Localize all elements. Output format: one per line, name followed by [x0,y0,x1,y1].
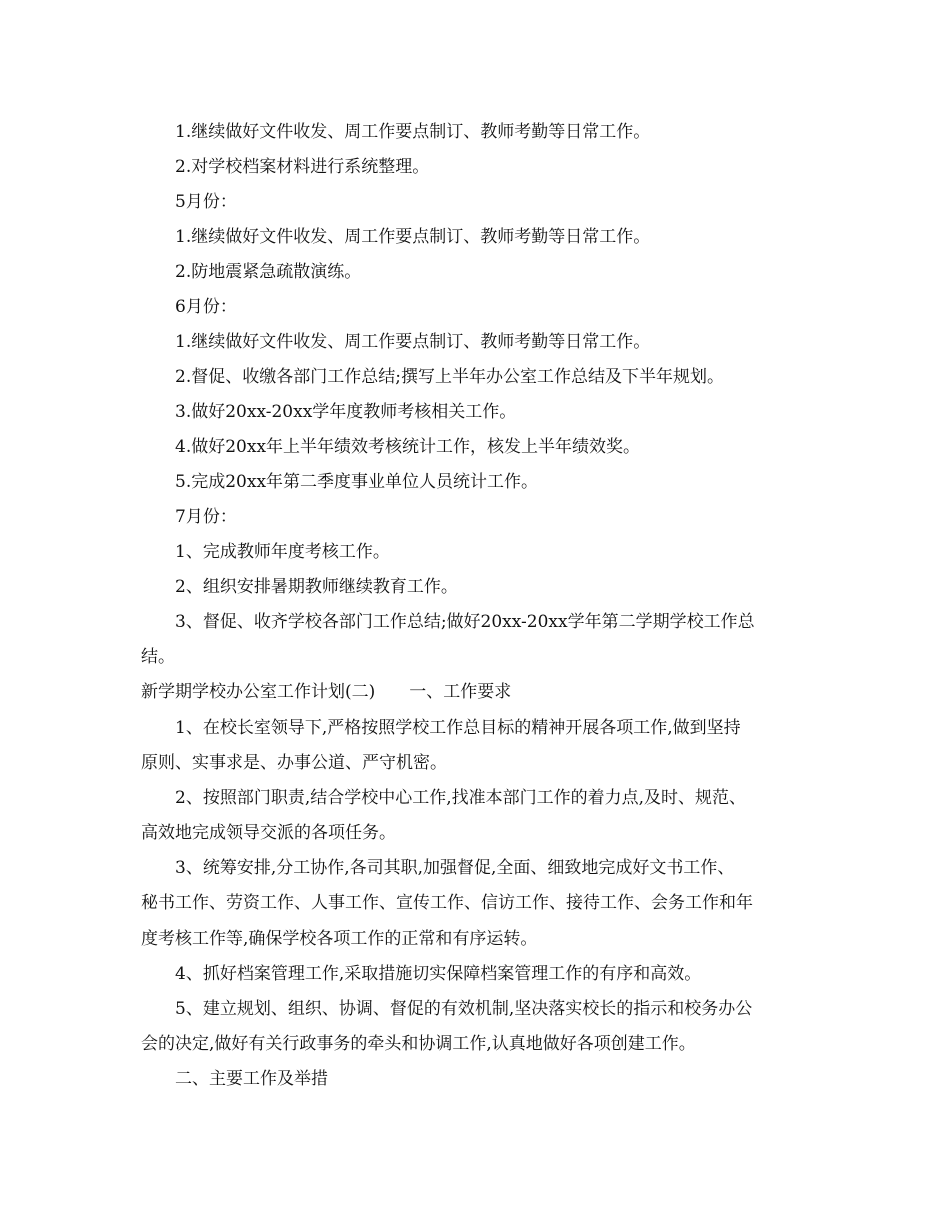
text-line: 1.继续做好文件收发、周工作要点制订、教师考勤等日常工作。 [175,122,651,142]
text-line: 1、完成教师年度考核工作。 [175,542,390,562]
section-heading-may: 5月份： [175,192,237,212]
text-line: 1、在校长室领导下,严格按照学校工作总目标的精神开展各项工作,做到坚持 [175,718,741,738]
text-line: 原则、实事求是、办事公道、严守机密。 [141,753,447,773]
text-line: 2.督促、收缴各部门工作总结;撰写上半年办公室工作总结及下半年规划。 [175,367,724,387]
text-line: 3、督促、收齐学校各部门工作总结;做好20xx-20xx学年第二学期学校工作总 [175,612,755,632]
text-line: 度考核工作等,确保学校各项工作的正常和有序运转。 [141,929,538,949]
text-line: 2、按照部门职责,结合学校中心工作,找准本部门工作的着力点,及时、规范、 [175,788,747,808]
text-line: 2、组织安排暑期教师继续教育工作。 [175,577,458,597]
section-heading-june: 6月份： [175,297,237,317]
document-title-line: 新学期学校办公室工作计划(二) 一、工作要求 [141,682,512,702]
text-line: 结。 [141,647,175,667]
text-line: 2.对学校档案材料进行系统整理。 [175,157,430,177]
text-line: 1.继续做好文件收发、周工作要点制订、教师考勤等日常工作。 [175,332,651,352]
text-line: 1.继续做好文件收发、周工作要点制订、教师考勤等日常工作。 [175,227,651,247]
text-line: 高效地完成领导交派的各项任务。 [141,823,396,843]
section-heading-main-work: 二、主要工作及举措 [175,1069,328,1089]
text-line: 会的决定,做好有关行政事务的牵头和协调工作,认真地做好各项创建工作。 [141,1034,696,1054]
text-line: 5、建立规划、组织、协调、督促的有效机制,坚决落实校长的指示和校务办公 [175,999,753,1019]
text-line: 3.做好20xx-20xx学年度教师考核相关工作。 [175,402,517,422]
section-heading-july: 7月份： [175,507,237,527]
text-line: 2.防地震紧急疏散演练。 [175,262,362,282]
text-line: 4、抓好档案管理工作,采取措施切实保障档案管理工作的有序和高效。 [175,964,702,984]
text-line: 3、统筹安排,分工协作,各司其职,加强督促,全面、细致地完成好文书工作、 [175,858,735,878]
text-line: 秘书工作、劳资工作、人事工作、宣传工作、信访工作、接待工作、会务工作和年 [141,893,753,913]
text-line: 5.完成20xx年第二季度事业单位人员统计工作。 [175,472,539,492]
text-line: 4.做好20xx年上半年绩效考核统计工作，核发上半年绩效奖。 [175,437,641,457]
